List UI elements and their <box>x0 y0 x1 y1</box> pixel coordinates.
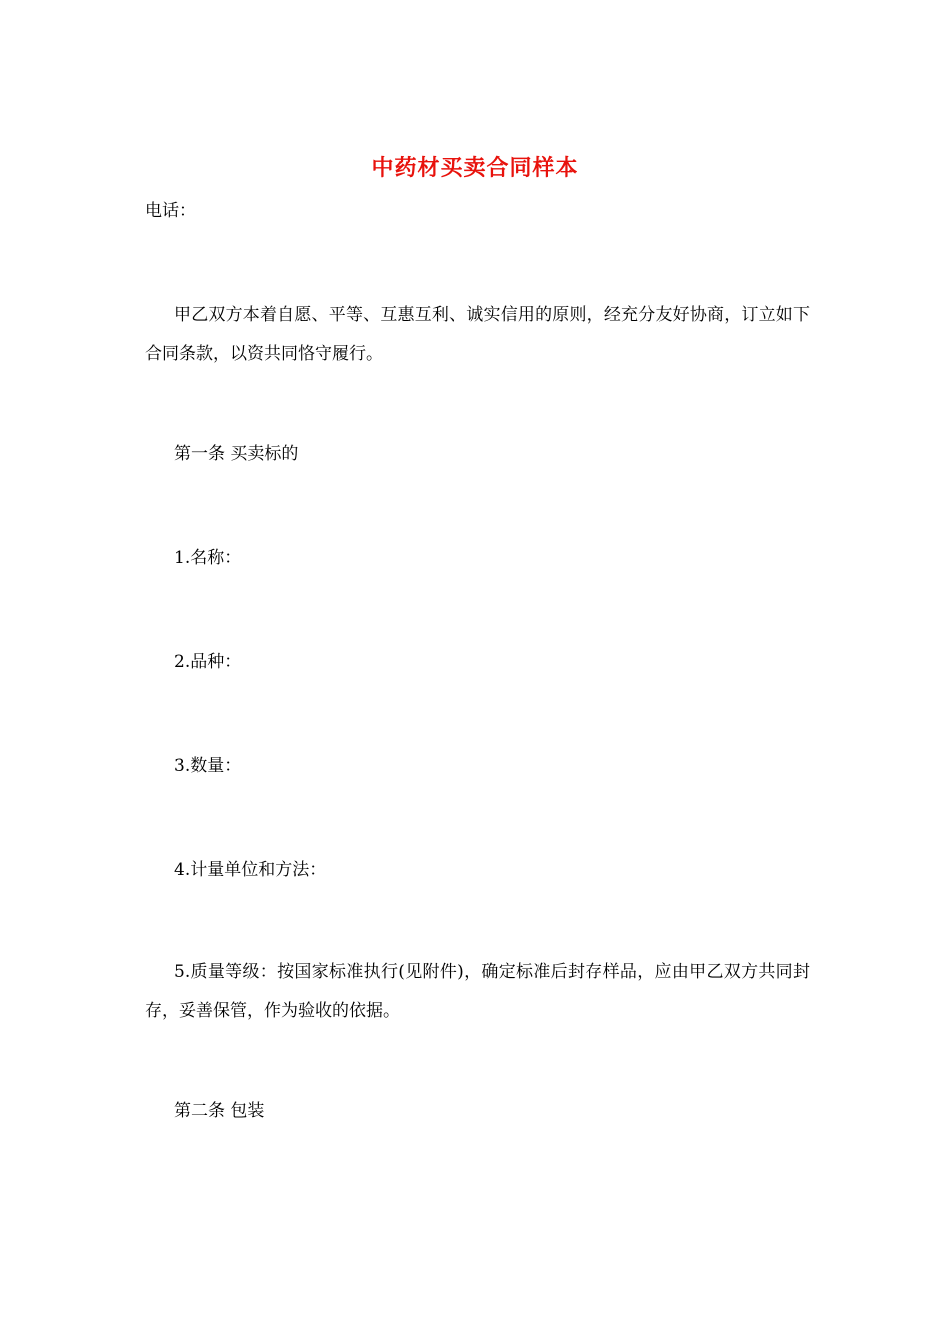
item-quality: 5.质量等级：按国家标准执行(见附件)，确定标准后封存样品，应由甲乙双方共同封存，妥善保管，作为验收的依据。 <box>145 962 810 1021</box>
item-measurement: 4.计量单位和方法： <box>174 860 327 880</box>
document-title: 中药材买卖合同样本 <box>371 155 579 181</box>
article-2-heading: 第二条 包装 <box>174 1101 265 1121</box>
phone-label: 电话： <box>145 201 196 221</box>
intro-paragraph: 甲乙双方本着自愿、平等、互惠互利、诚实信用的原则，经充分友好协商，订立如下合同条款，以资共同恪守履行。 <box>145 305 810 364</box>
item-quantity: 3.数量： <box>174 756 242 776</box>
item-variety: 2.品种： <box>174 652 242 672</box>
item-name: 1.名称： <box>174 548 242 568</box>
article-1-heading: 第一条 买卖标的 <box>174 444 299 464</box>
